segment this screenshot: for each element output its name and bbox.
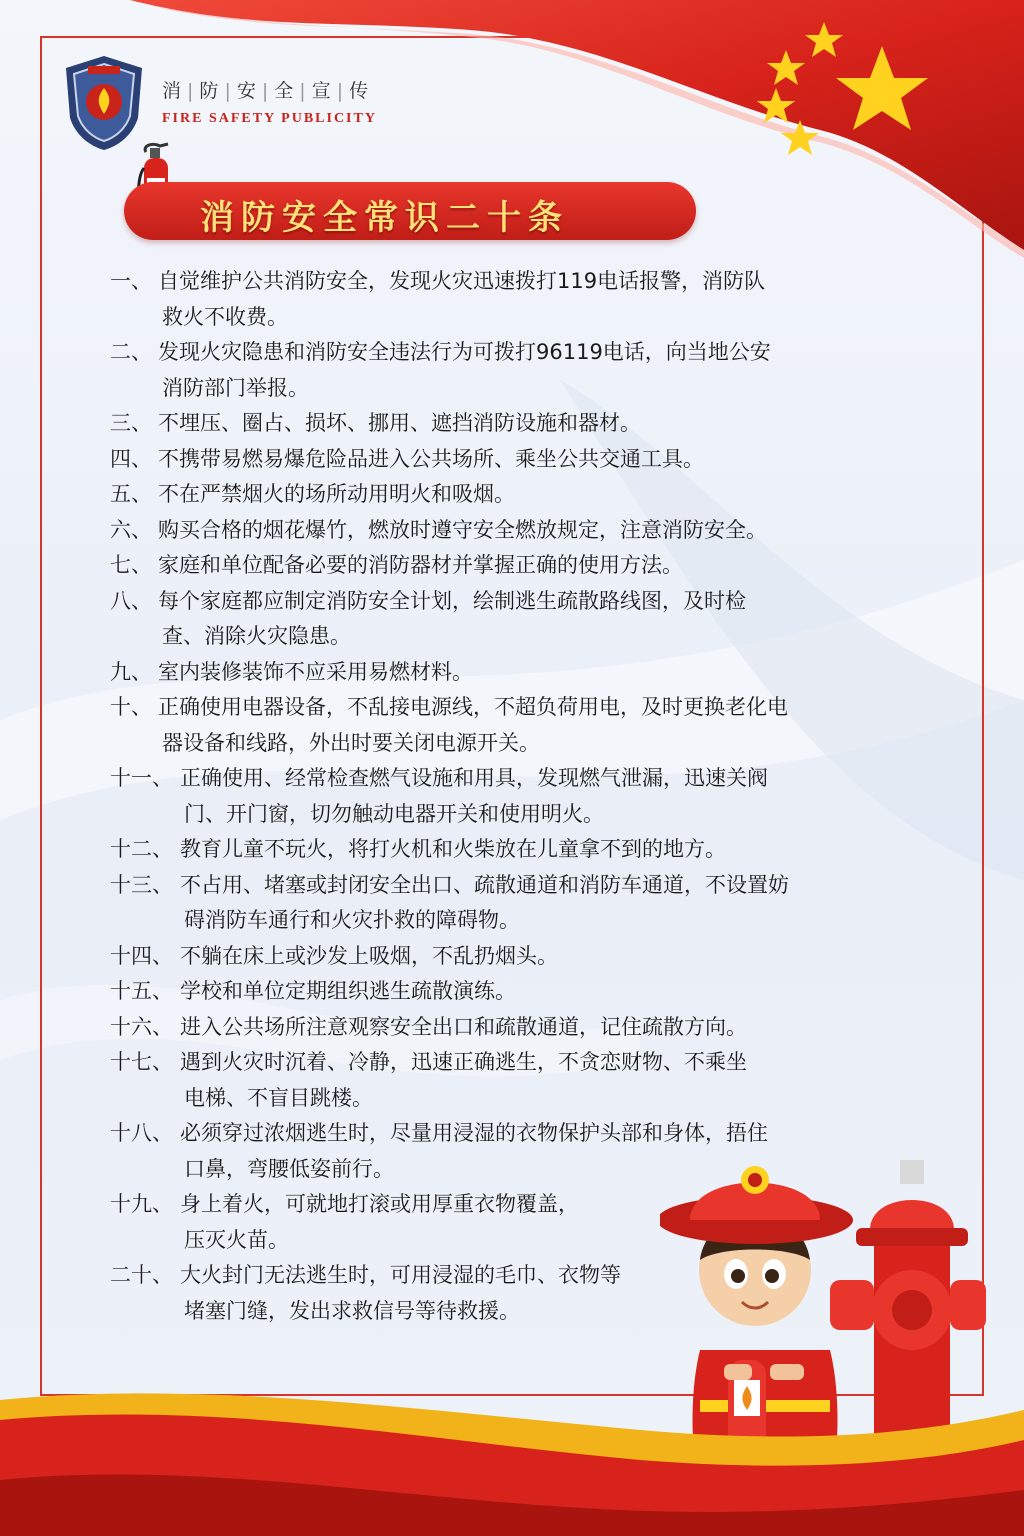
rule-text (110, 548, 870, 584)
rule-item (110, 264, 870, 335)
rule-number: 十三、 (110, 872, 173, 897)
rule-item (110, 832, 870, 868)
rule-line: 购买合格的烟花爆竹，燃放时遵守安全燃放规定，注意消防安全。 (158, 517, 767, 542)
rule-number: 十七、 (110, 1050, 173, 1074)
rule-text (110, 477, 870, 513)
rule-item (110, 690, 870, 761)
rule-number: 十五、 (110, 979, 173, 1003)
rule-text (110, 1010, 870, 1046)
rule-number: 十二、 (110, 837, 173, 861)
rule-text (110, 335, 870, 406)
bottom-wave (0, 1370, 1024, 1536)
rule-line: 身上着火，可就地打滚或用厚重衣物覆盖， (180, 1192, 579, 1216)
rule-text (110, 584, 870, 655)
rule-line: 堵塞门缝，发出求救信号等待救援。 (184, 1298, 520, 1323)
header-en: FIRE SAFETY PUBLICITY (162, 111, 377, 126)
rule-text (110, 690, 870, 761)
rule-line: 电梯、不盲目跳楼。 (184, 1085, 373, 1110)
rule-text (110, 655, 870, 691)
rule-line: 学校和单位定期组织逃生疏散演练。 (180, 979, 516, 1003)
rule-text (110, 264, 870, 335)
rule-item (110, 1045, 870, 1116)
page-title: 消防安全常识二十条 (200, 198, 569, 238)
rule-line: 器设备和线路，外出时要关闭电源开关。 (162, 730, 540, 755)
rule-item (110, 655, 870, 691)
rule-number: 三、 (110, 411, 152, 435)
rule-text (110, 1045, 870, 1116)
rule-text (110, 939, 870, 975)
rule-item (110, 335, 870, 406)
rule-line: 家庭和单位配备必要的消防器材并掌握正确的使用方法。 (158, 553, 683, 577)
rule-line: 碍消防车通行和火灾扑救的障碍物。 (184, 908, 520, 932)
rule-text (110, 406, 870, 442)
rule-text (110, 974, 870, 1010)
rule-line: 不携带易燃易爆危险品进入公共场所、乘坐公共交通工具。 (158, 446, 704, 471)
rule-item (110, 442, 870, 478)
rule-number: 十、 (110, 695, 152, 719)
rule-number: 五、 (110, 482, 152, 506)
rule-line: 不埋压、圈占、损坏、挪用、遮挡消防设施和器材。 (158, 411, 641, 435)
rule-line: 每个家庭都应制定消防安全计划，绘制逃生疏散路线图，及时检 (158, 588, 746, 613)
rule-line: 必须穿过浓烟逃生时，尽量用浸湿的衣物保护头部和身体，捂住 (180, 1121, 768, 1145)
rule-item (110, 939, 870, 975)
fire-emblem-icon (58, 52, 150, 152)
rule-line: 正确使用、经常检查燃气设施和用具，发现燃气泄漏，迅速关阀 (180, 766, 768, 790)
rule-line: 自觉维护公共消防安全，发现火灾迅速拨打119电话报警，消防队 (158, 269, 766, 293)
rule-text (110, 513, 870, 549)
rule-number: 二十、 (110, 1263, 173, 1287)
title-banner (124, 182, 696, 240)
rule-number: 十一、 (110, 766, 173, 790)
rule-line: 进入公共场所注意观察安全出口和疏散通道，记住疏散方向。 (180, 1014, 747, 1039)
rule-line: 压灭火苗。 (184, 1227, 289, 1252)
rule-item (110, 1010, 870, 1046)
rule-number: 一、 (110, 269, 152, 293)
rule-number: 八、 (110, 588, 152, 613)
rule-text (110, 832, 870, 868)
rule-item (110, 584, 870, 655)
rule-item (110, 868, 870, 939)
rule-line: 遇到火灾时沉着、冷静，迅速正确逃生，不贪恋财物、不乘坐 (180, 1050, 747, 1074)
rule-item (110, 477, 870, 513)
rule-number: 十九、 (110, 1192, 173, 1216)
rule-line: 不占用、堵塞或封闭安全出口、疏散通道和消防车通道，不设置妨 (180, 872, 789, 897)
rule-number: 七、 (110, 553, 152, 577)
rule-item (110, 513, 870, 549)
rule-line: 查、消除火灾隐患。 (162, 624, 351, 648)
rule-line: 口鼻，弯腰低姿前行。 (184, 1156, 394, 1181)
rule-number: 十六、 (110, 1014, 173, 1039)
rule-line: 正确使用电器设备，不乱接电源线，不超负荷用电，及时更换老化电 (158, 695, 788, 719)
rule-text (110, 442, 870, 478)
rule-line: 救火不收费。 (162, 304, 288, 329)
rule-item (110, 761, 870, 832)
rule-item (110, 548, 870, 584)
rule-line: 教育儿童不玩火，将打火机和火柴放在儿童拿不到的地方。 (180, 837, 726, 861)
rule-text (110, 761, 870, 832)
rule-line: 不躺在床上或沙发上吸烟，不乱扔烟头。 (180, 943, 558, 968)
rule-line: 门、开门窗，切勿触动电器开关和使用明火。 (184, 801, 604, 826)
rule-line: 室内装修装饰不应采用易燃材料。 (158, 659, 473, 684)
header-publicity (162, 76, 377, 127)
rule-number: 九、 (110, 659, 152, 684)
rule-item (110, 406, 870, 442)
header-cn: 消 | 防 | 安 | 全 | 宣 | 传 (162, 80, 371, 102)
rule-line: 消防部门举报。 (162, 375, 309, 400)
rule-number: 六、 (110, 517, 152, 542)
rule-line: 发现火灾隐患和消防安全违法行为可拨打96119电话，向当地公安 (158, 340, 771, 364)
rule-number: 十八、 (110, 1121, 173, 1145)
rule-line: 不在严禁烟火的场所动用明火和吸烟。 (158, 482, 515, 506)
rule-text (110, 868, 870, 939)
rule-number: 十四、 (110, 943, 173, 968)
rule-line: 大火封门无法逃生时，可用浸湿的毛巾、衣物等 (180, 1263, 621, 1287)
rule-number: 二、 (110, 340, 152, 364)
rule-number: 四、 (110, 446, 152, 471)
rule-item (110, 974, 870, 1010)
